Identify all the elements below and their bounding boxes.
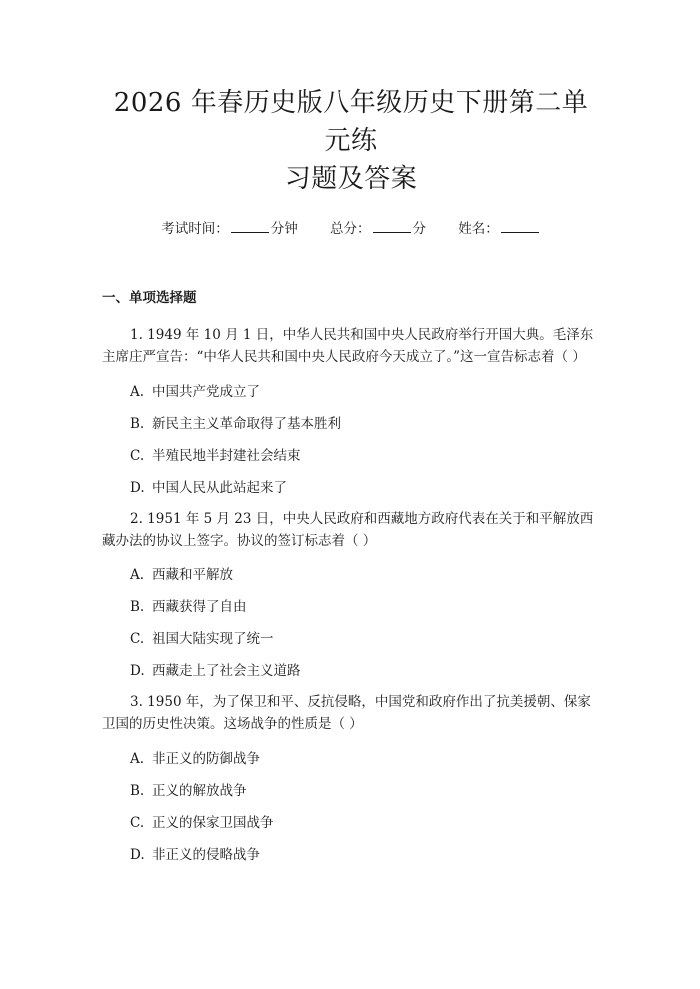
option-c: [102, 813, 600, 833]
option-letter: D.: [130, 846, 145, 863]
exam-meta: [102, 220, 600, 238]
option-b: [102, 414, 600, 434]
question-text: 3. 1950 年，为了保卫和平、反抗侵略，中国党和政府作出了抗美援朝、保家卫国的历史性决策。这场战争的性质是（ ）: [102, 694, 591, 732]
score-label: 总分：: [330, 221, 371, 237]
option-letter: A.: [130, 750, 145, 767]
option-text: 正义的保家卫国战争: [152, 814, 274, 831]
option-a: [102, 565, 600, 585]
question-block: [102, 324, 600, 498]
question-block: [102, 691, 600, 865]
option-text: 西藏和平解放: [152, 567, 233, 583]
option-b: [102, 597, 600, 617]
option-text: 中国人民从此站起来了: [152, 479, 287, 496]
exam-name: [458, 220, 541, 238]
option-c: [102, 629, 600, 649]
option-letter: B.: [130, 599, 145, 615]
option-a: [102, 382, 600, 402]
option-letter: D.: [130, 663, 145, 679]
option-letter: C.: [130, 447, 145, 464]
option-text: 祖国大陆实现了统一: [152, 631, 274, 647]
question-text: 2. 1951 年 5 月 23 日，中央人民政府和西藏地方政府代表在关于和平解放西藏办法的协议上签字。协议的签订标志着（ ）: [102, 510, 594, 549]
option-letter: D.: [130, 479, 145, 496]
time-label: 考试时间：: [161, 221, 229, 237]
option-d: [102, 845, 600, 865]
option-letter: C.: [130, 631, 145, 647]
score-unit: 分: [412, 221, 426, 237]
document-page: [0, 84, 700, 989]
question-text: 1. 1949 年 10 月 1 日，中华人民共和国中央人民政府举行开国大典。毛泽东主席庄严宣告：“中华人民共和国中央人民政府今天成立了。”这一宣告标志着（ ）: [102, 327, 594, 365]
option-b: [102, 781, 600, 801]
time-unit: 分钟: [270, 221, 298, 237]
option-d: [102, 478, 600, 498]
option-text: 半殖民地半封建社会结束: [152, 447, 301, 464]
option-text: 西藏获得了自由: [152, 599, 247, 615]
name-label: 姓名：: [458, 221, 499, 237]
option-c: [102, 446, 600, 466]
option-letter: B.: [130, 415, 145, 432]
title-line-1: 2026 年春历史版八年级历史下册第二单元练: [113, 88, 589, 156]
name-blank: [501, 220, 539, 233]
time-blank: [231, 220, 269, 233]
option-a: [102, 749, 600, 769]
option-text: 新民主主义革命取得了基本胜利: [152, 415, 341, 432]
option-text: 非正义的侵略战争: [152, 846, 260, 863]
option-text: 非正义的防御战争: [152, 750, 260, 767]
option-letter: C.: [130, 814, 145, 831]
exam-time: [161, 220, 298, 238]
question-block: [102, 508, 600, 682]
option-d: [102, 661, 600, 681]
document-title: [102, 84, 600, 198]
score-blank: [373, 220, 411, 233]
section-title: 一、单项选择题: [102, 290, 197, 306]
option-text: 中国共产党成立了: [152, 383, 260, 400]
option-letter: A.: [130, 567, 145, 583]
option-letter: A.: [130, 383, 145, 400]
title-line-2: 习题及答案: [284, 164, 418, 194]
option-text: 正义的解放战争: [152, 782, 247, 799]
exam-score: [330, 220, 426, 238]
option-text: 西藏走上了社会主义道路: [152, 663, 301, 679]
option-letter: B.: [130, 782, 145, 799]
